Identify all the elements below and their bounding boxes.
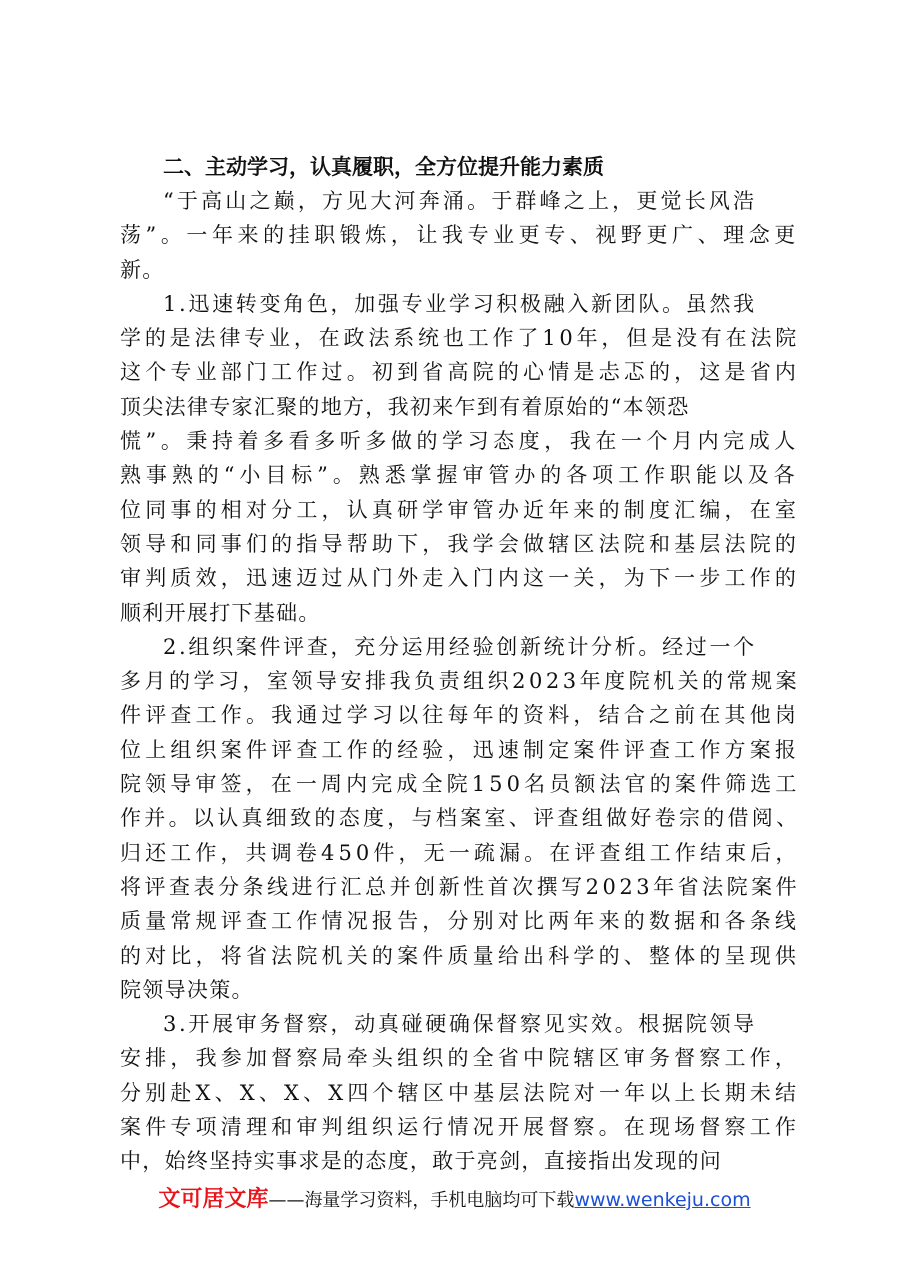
watermark-footer [0, 1182, 909, 1213]
footer-tagline: ——海量学习资料，手机电脑均可下载 [268, 1190, 575, 1211]
paragraph-line: 荡”。一年来的挂职锻炼，让我专业更专、视野更广、理念更 [120, 223, 800, 248]
paragraph-line: 顺利开展打下基础。 [120, 600, 321, 625]
section-heading: 二、主动学习，认真履职，全方位提升能力素质 [163, 155, 604, 179]
paragraph-line: “于高山之巅，方见大河奔涌。于群峰之上，更觉长风浩 [163, 189, 758, 213]
body-paragraph [120, 630, 800, 1007]
paragraph-container [120, 184, 800, 1179]
document-body [120, 150, 800, 1179]
paragraph-line: 院领导决策。 [120, 977, 254, 1002]
paragraph-line: 的对比，将省法院机关的案件质量给出科学的、整体的呈现供 [120, 943, 800, 968]
paragraph-line: 熟事熟的“小目标”。熟悉掌握审管办的各项工作职能以及各 [120, 463, 800, 488]
paragraph-line: 新。 [120, 257, 165, 282]
paragraph-line: 作并。以认真细致的态度，与档案室、评查组做好卷宗的借阅、 [120, 806, 800, 831]
paragraph-line: 多月的学习，室领导安排我负责组织2023年度院机关的常规案 [120, 669, 800, 694]
paragraph-line: 审判质效，迅速迈过从门外走入门内这一关，为下一步工作的 [120, 566, 800, 591]
body-paragraph [120, 184, 800, 287]
paragraph-line: 学的是法律专业，在政法系统也工作了10年，但是没有在法院 [120, 326, 800, 351]
paragraph-line: 3.开展审务督察，动真碰硬确保督察见实效。根据院领导 [163, 1012, 757, 1037]
paragraph-line: 案件专项清理和审判组织运行情况开展督察。在现场督察工作 [120, 1115, 800, 1140]
paragraph-line: 分别赴X、X、X、X四个辖区中基层法院对一年以上长期未结 [120, 1080, 800, 1105]
paragraph-line: 安排，我参加督察局牵头组织的全省中院辖区审务督察工作， [120, 1046, 800, 1071]
footer-website-link[interactable]: www.wenkeju.com [574, 1189, 751, 1211]
paragraph-line: 位同事的相对分工，认真研学审管办近年来的制度汇编，在室 [120, 497, 800, 522]
paragraph-line: 归还工作，共调卷450件，无一疏漏。在评查组工作结束后， [120, 840, 800, 865]
paragraph-line: 中，始终坚持实事求是的态度，敢于亮剑，直接指出发现的问 [120, 1149, 723, 1174]
footer-brand: 文可居文库 [158, 1187, 269, 1212]
paragraph-line: 领导和同事们的指导帮助下，我学会做辖区法院和基层法院的 [120, 531, 800, 556]
paragraph-line: 质量常规评查工作情况报告，分别对比两年来的数据和各条线 [120, 909, 800, 934]
paragraph-line: 1.迅速转变角色，加强专业学习积极融入新团队。虽然我 [163, 291, 757, 316]
body-paragraph [120, 287, 800, 630]
paragraph-line: 件评查工作。我通过学习以往每年的资料，结合之前在其他岗 [120, 703, 800, 728]
paragraph-line: 将评查表分条线进行汇总并创新性首次撰写2023年省法院案件 [120, 874, 800, 899]
paragraph-line: 慌”。秉持着多看多听多做的学习态度，我在一个月内完成人 [120, 429, 800, 454]
paragraph-line: 位上组织案件评查工作的经验，迅速制定案件评查工作方案报 [120, 737, 800, 762]
body-paragraph [120, 1007, 800, 1178]
paragraph-line: 院领导审签，在一周内完成全院150名员额法官的案件筛选工 [120, 772, 800, 797]
paragraph-line: 2.组织案件评查，充分运用经验创新统计分析。经过一个 [163, 634, 757, 659]
paragraph-line: 这个专业部门工作过。初到省高院的心情是忐忑的，这是省内 [120, 360, 800, 385]
paragraph-line: 顶尖法律专家汇聚的地方，我初来乍到有着原始的“本领恐 [120, 394, 690, 419]
